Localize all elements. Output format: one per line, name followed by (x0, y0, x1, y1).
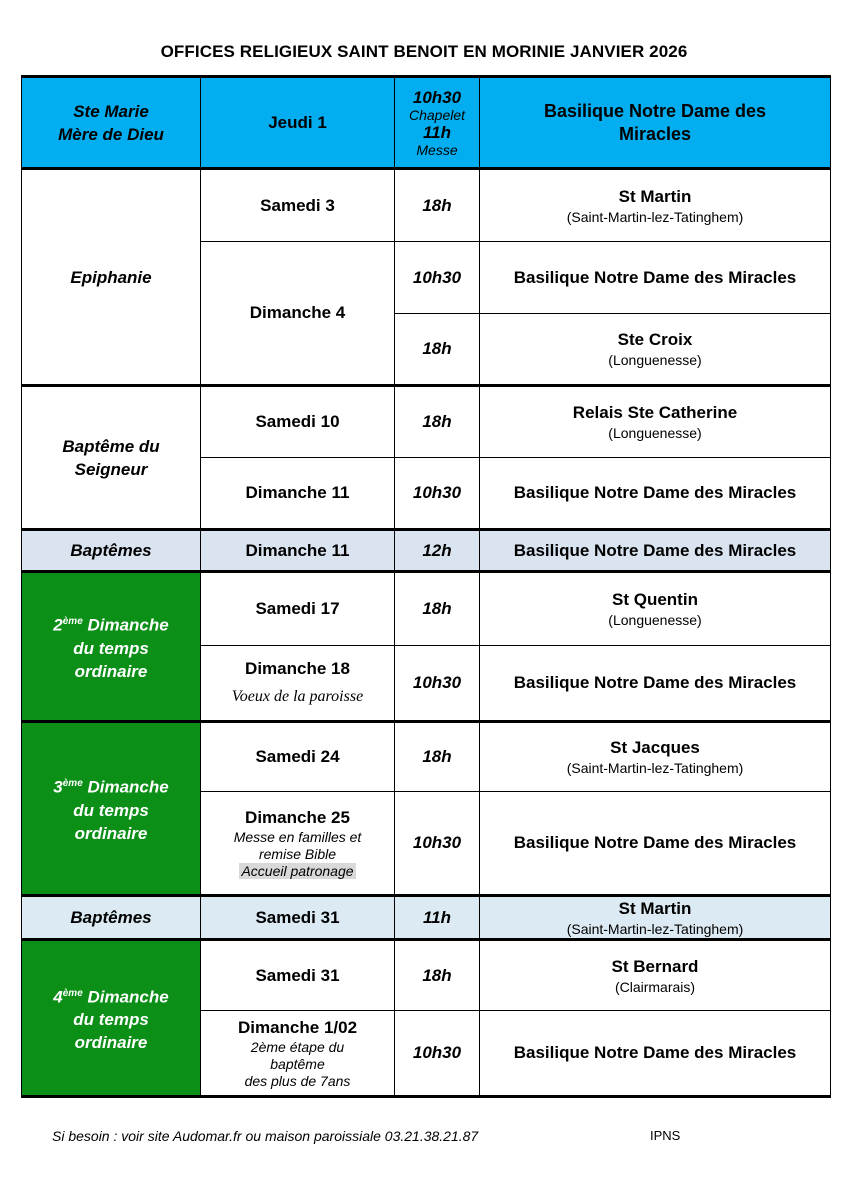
day-note: baptême (270, 1055, 325, 1072)
day-cell: Samedi 3 (201, 169, 395, 242)
time-cell: 10h30 (395, 1011, 480, 1097)
feast-cell: Baptêmes (22, 530, 201, 572)
table-row (22, 169, 831, 242)
place-cell (480, 572, 831, 646)
place-sub: (Longuenesse) (608, 425, 702, 441)
feast-label: Ste Marie (73, 101, 149, 121)
place-label: Ste Croix (617, 330, 693, 349)
day-cell: Dimanche 11 (201, 530, 395, 572)
table-row (22, 896, 831, 940)
day-note: Messe en familles et (233, 828, 362, 845)
day-note: 2ème étape du (250, 1038, 345, 1055)
time-cell: 10h30 (395, 792, 480, 896)
place-cell: Basilique Notre Dame des Miracles (480, 530, 831, 572)
feast-cell (22, 722, 201, 896)
time-label: 11h (422, 122, 452, 142)
day-cell: Dimanche 4 (201, 242, 395, 386)
time-cell: 18h (395, 386, 480, 458)
place-cell (480, 169, 831, 242)
time-cell: 18h (395, 314, 480, 386)
feast-label: ordinaire (74, 823, 148, 843)
table-row (22, 722, 831, 792)
page-title: OFFICES RELIGIEUX SAINT BENOIT EN MORINIE JANVIER 2026 (160, 42, 688, 61)
place-cell: Basilique Notre Dame des Miracles (480, 792, 831, 896)
time-cell: 12h (395, 530, 480, 572)
time-cell: 18h (395, 169, 480, 242)
table-row (22, 940, 831, 1011)
feast-cell (22, 386, 201, 530)
day-label: Dimanche 18 (245, 659, 350, 678)
feast-cell (22, 940, 201, 1097)
place-sub: (Longuenesse) (608, 612, 702, 628)
feast-label: du temps (73, 1010, 149, 1030)
ipns-label: IPNS (650, 1128, 681, 1143)
feast-label: du temps (73, 800, 149, 820)
time-cell: 10h30 (395, 458, 480, 530)
place-label: St Bernard (611, 956, 699, 976)
feast-label: 3ème Dimanche (53, 777, 169, 797)
place-cell: Basilique Notre Dame des Miracles (480, 458, 831, 530)
time-note: Messe (416, 141, 458, 158)
place-cell (480, 722, 831, 792)
day-note: des plus de 7ans (244, 1072, 351, 1089)
feast-label: 4ème Dimanche (53, 987, 169, 1007)
schedule-table (21, 75, 831, 1098)
time-cell: 10h30 (395, 242, 480, 314)
table-row (22, 386, 831, 458)
place-label: St Martin (618, 186, 692, 206)
place-cell: Basilique Notre Dame des Miracles (480, 1011, 831, 1097)
time-cell: 18h (395, 722, 480, 792)
day-label: Dimanche 1/02 (237, 1017, 358, 1037)
time-label: 10h30 (412, 87, 462, 107)
day-note: Voeux de la paroisse (231, 688, 364, 705)
time-cell: 10h30 (395, 646, 480, 722)
feast-cell: Epiphanie (22, 169, 201, 386)
day-cell: Jeudi 1 (201, 77, 395, 169)
time-cell: 11h (395, 896, 480, 940)
day-note-highlight: Accueil patronage (241, 862, 354, 879)
table-row (22, 530, 831, 572)
day-cell: Dimanche 11 (201, 458, 395, 530)
feast-label: Seigneur (74, 459, 148, 479)
day-cell: Samedi 17 (201, 572, 395, 646)
footer-note: Si besoin : voir site Audomar.fr ou maison paroissiale 03.21.38.21.87 (52, 1128, 479, 1144)
place-cell (480, 314, 831, 386)
day-cell (201, 646, 395, 722)
place-cell: Basilique Notre Dame des Miracles (480, 242, 831, 314)
time-cell (395, 77, 480, 169)
feast-cell (22, 572, 201, 722)
place-cell: Basilique Notre Dame des Miracles (480, 646, 831, 722)
place-label: St Jacques (610, 738, 700, 757)
day-cell: Samedi 24 (201, 722, 395, 792)
place-label: Basilique Notre Dame des Miracles (543, 100, 767, 144)
place-sub: (Saint-Martin-lez-Tatinghem) (566, 920, 744, 937)
feast-label: Mère de Dieu (58, 124, 164, 144)
place-label: Relais Ste Catherine (572, 403, 738, 422)
place-label: St Quentin (612, 590, 698, 609)
place-cell (480, 77, 831, 169)
table-row (22, 77, 831, 169)
place-sub: (Saint-Martin-lez-Tatinghem) (566, 760, 744, 776)
place-sub: (Saint-Martin-lez-Tatinghem) (566, 208, 744, 225)
place-cell (480, 940, 831, 1011)
place-sub: (Clairmarais) (614, 978, 696, 995)
day-label: Dimanche 25 (245, 807, 350, 827)
feast-label: ordinaire (74, 1033, 148, 1053)
feast-label: du temps (73, 638, 149, 658)
feast-label: Baptême du (62, 436, 160, 456)
feast-label: 2ème Dimanche (53, 615, 169, 635)
table-row (22, 572, 831, 646)
place-label: St Martin (618, 898, 692, 918)
day-note: remise Bible (258, 845, 337, 862)
place-sub: (Longuenesse) (608, 352, 702, 368)
feast-cell: Baptêmes (22, 896, 201, 940)
day-cell: Samedi 31 (201, 896, 395, 940)
feast-label: ordinaire (74, 661, 148, 681)
time-note: Chapelet (408, 106, 466, 123)
day-cell (201, 792, 395, 896)
time-cell: 18h (395, 940, 480, 1011)
time-cell: 18h (395, 572, 480, 646)
place-cell (480, 386, 831, 458)
place-cell (480, 896, 831, 940)
feast-cell (22, 77, 201, 169)
day-cell: Samedi 10 (201, 386, 395, 458)
day-cell: Samedi 31 (201, 940, 395, 1011)
day-cell (201, 1011, 395, 1097)
